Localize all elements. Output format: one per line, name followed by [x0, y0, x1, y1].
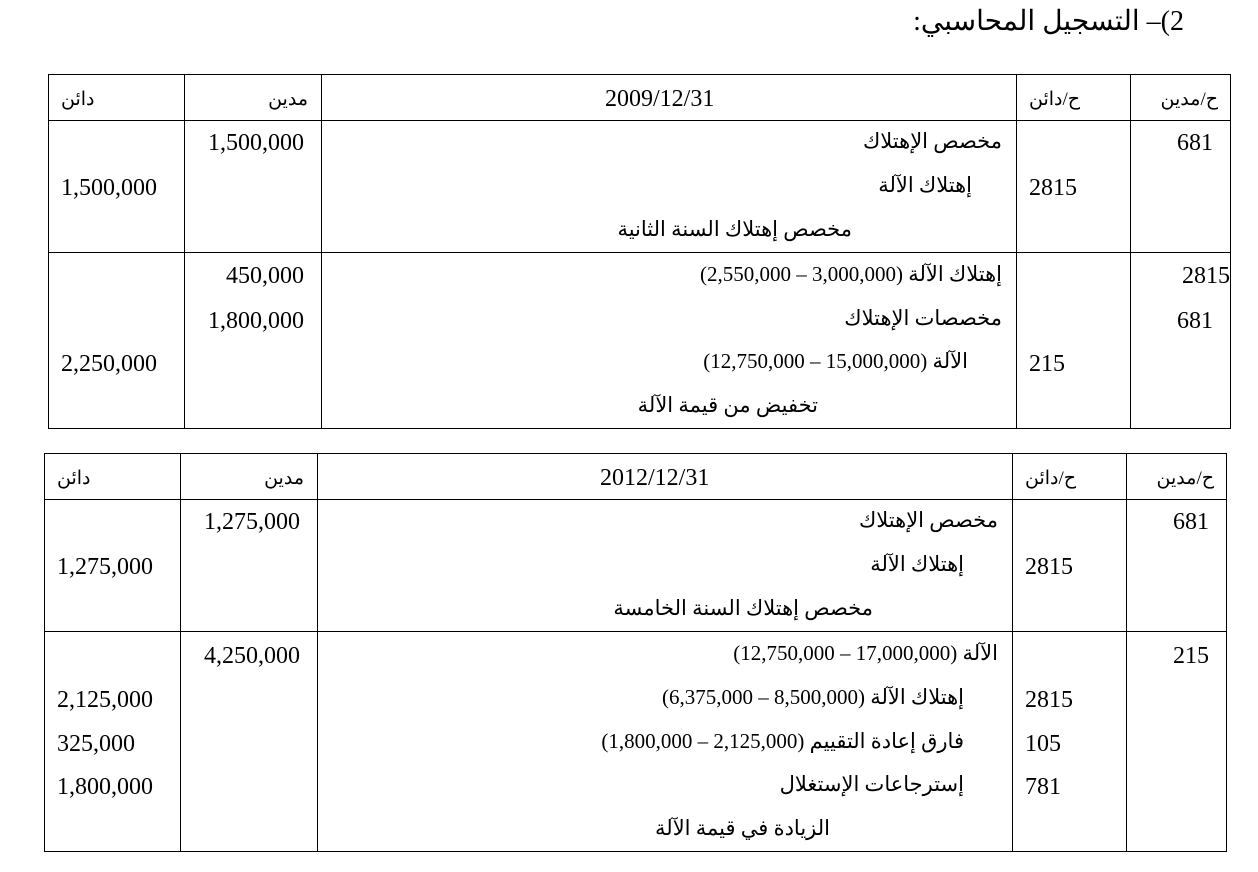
- credit-account-number: 105: [1025, 731, 1061, 757]
- debit-account-label: مخصصات الإهتلاك: [844, 306, 1002, 330]
- credit-account-number: 215: [1029, 351, 1065, 377]
- debit-amount: 1,275,000: [204, 509, 300, 535]
- credit-account-label: إهتلاك الآلة: [870, 552, 964, 576]
- journal-table-2009: [48, 74, 1231, 429]
- debit-account-label: مخصص الإهتلاك: [858, 508, 998, 532]
- debit-account-number: 2815: [1182, 263, 1230, 289]
- credit-account-label: الآلة (15,000,000 – 12,750,000): [703, 349, 968, 373]
- entry-description: مخصص إهتلاك السنة الثانية: [617, 217, 852, 241]
- entry-date: 2009/12/31: [605, 86, 715, 112]
- header-credit-account: ح/دائن: [1025, 468, 1077, 489]
- credit-amount: 2,250,000: [61, 351, 157, 377]
- credit-amount: 1,275,000: [57, 554, 153, 580]
- entry-description: تخفيض من قيمة الآلة: [637, 393, 818, 417]
- entry-description: مخصص إهتلاك السنة الخامسة: [613, 596, 873, 620]
- debit-account-number: 681: [1173, 509, 1209, 535]
- header-credit-account: ح/دائن: [1029, 89, 1081, 110]
- debit-amount: 4,250,000: [204, 643, 300, 669]
- column-divider: [317, 454, 318, 851]
- entry-date: 2012/12/31: [600, 465, 710, 491]
- debit-amount: 1,500,000: [208, 130, 304, 156]
- section-heading: 2)– التسجيل المحاسبي:: [913, 6, 1184, 37]
- column-divider: [180, 454, 181, 851]
- credit-account-label: إسترجاعات الإستغلال: [779, 772, 964, 796]
- entry-description: الزيادة في قيمة الآلة: [655, 816, 830, 840]
- credit-amount: 325,000: [57, 731, 135, 757]
- credit-amount: 2,125,000: [57, 687, 153, 713]
- header-divider: [45, 499, 1226, 500]
- credit-amount: 1,500,000: [61, 175, 157, 201]
- journal-table-2012: [44, 453, 1227, 852]
- header-debit-account: ح/مدين: [1160, 89, 1218, 110]
- header-divider: [49, 120, 1230, 121]
- credit-account-number: 781: [1025, 774, 1061, 800]
- debit-account-number: 215: [1173, 643, 1209, 669]
- debit-amount: 1,800,000: [208, 308, 304, 334]
- header-credit-amount: دائن: [61, 89, 95, 110]
- debit-account-number: 681: [1177, 308, 1213, 334]
- header-debit-amount: مدين: [268, 89, 308, 110]
- header-debit-amount: مدين: [264, 468, 304, 489]
- credit-account-label: فارق إعادة التقييم (2,125,000 – 1,800,000): [601, 729, 964, 753]
- credit-amount: 1,800,000: [57, 774, 153, 800]
- column-divider: [1012, 454, 1013, 851]
- debit-account-label: مخصص الإهتلاك: [862, 129, 1002, 153]
- header-credit-amount: دائن: [57, 468, 91, 489]
- column-divider: [1126, 454, 1127, 851]
- header-debit-account: ح/مدين: [1156, 468, 1214, 489]
- entry-divider: [49, 252, 1230, 253]
- credit-account-number: 2815: [1025, 687, 1073, 713]
- credit-account-number: 2815: [1029, 175, 1077, 201]
- debit-amount: 450,000: [226, 263, 304, 289]
- credit-account-label: إهتلاك الآلة (8,500,000 – 6,375,000): [661, 685, 964, 709]
- credit-account-number: 2815: [1025, 554, 1073, 580]
- debit-account-label: الآلة (17,000,000 – 12,750,000): [733, 641, 998, 665]
- debit-account-label: إهتلاك الآلة (3,000,000 – 2,550,000): [699, 262, 1002, 286]
- debit-account-number: 681: [1177, 130, 1213, 156]
- credit-account-label: إهتلاك الآلة: [878, 173, 972, 197]
- entry-divider: [45, 631, 1226, 632]
